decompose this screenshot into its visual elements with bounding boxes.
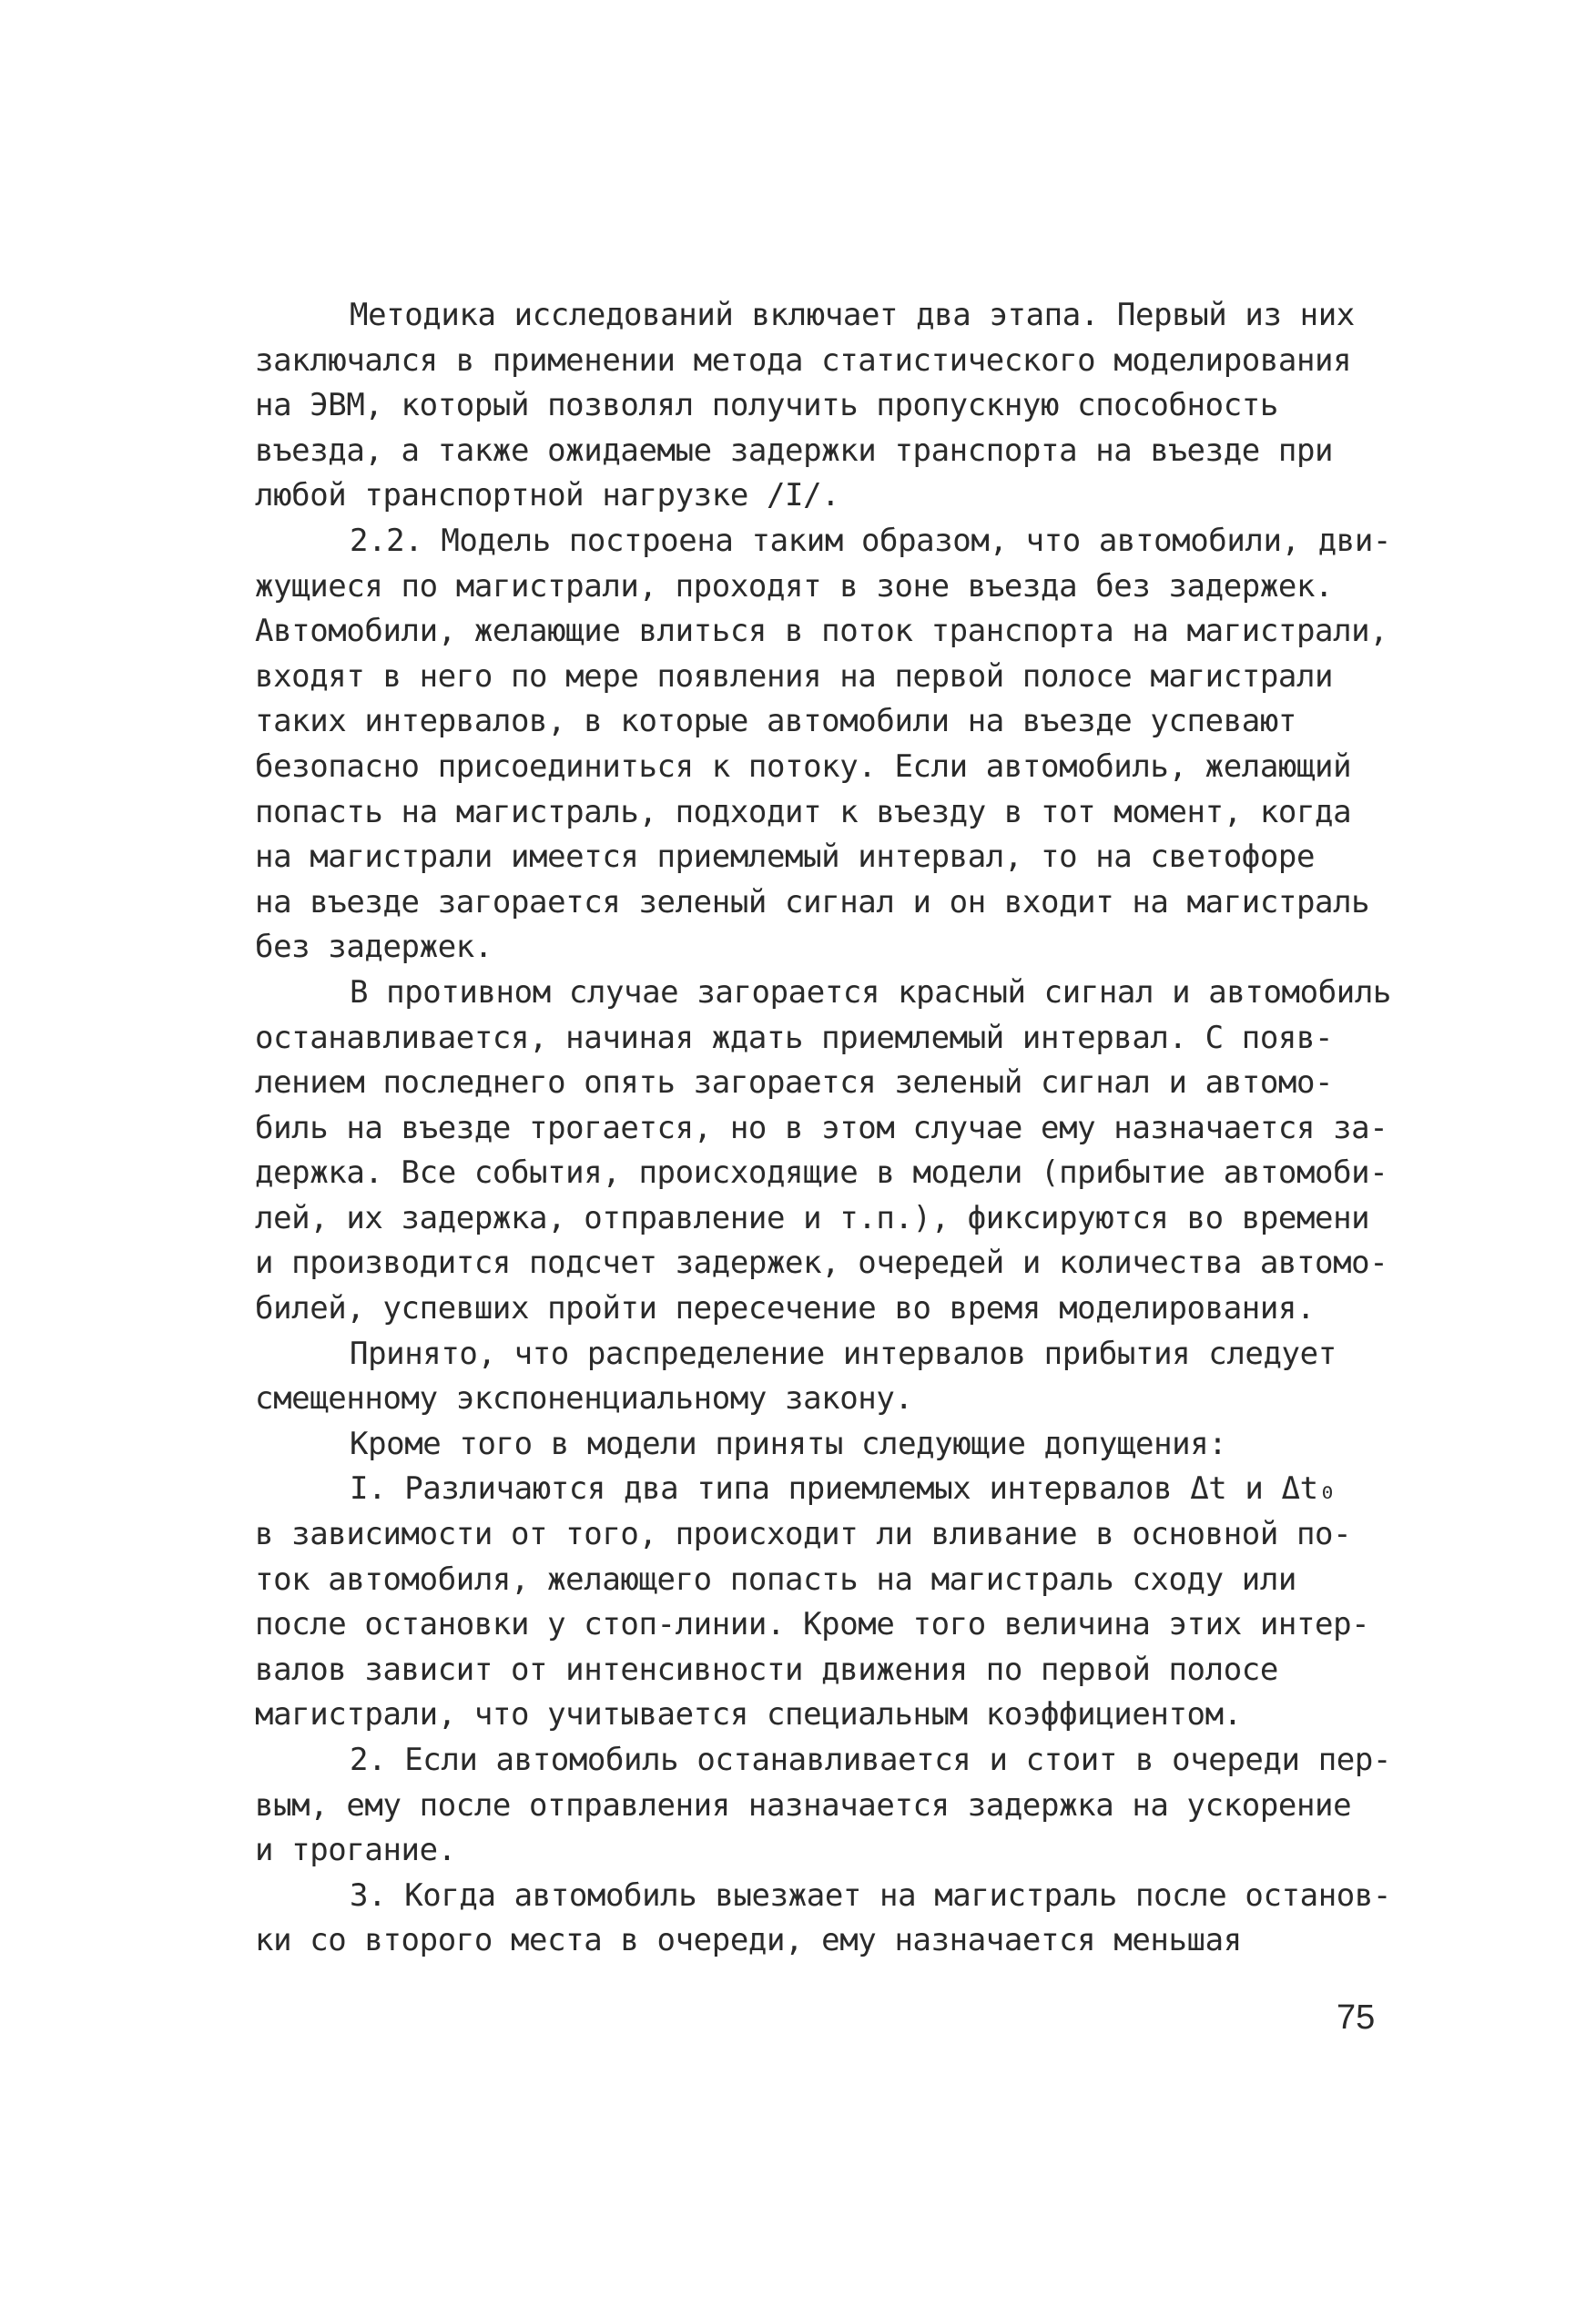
text-line: в зависимости от того, происходит ли вливание в основной по- bbox=[255, 1516, 1352, 1553]
text-line: лением последнего опять загорается зеленый сигнал и автомо- bbox=[255, 1064, 1334, 1102]
text-line: лей, их задержка, отправление и т.п.), фиксируются во времени bbox=[255, 1199, 1370, 1236]
text-line: 2. Если автомобиль останавливается и стоит в очереди пер- bbox=[350, 1742, 1391, 1778]
text-line: магистрали, что учитывается специальным коэффициентом. bbox=[255, 1696, 1242, 1734]
text-line: 3. Когда автомобиль выезжает на магистраль после останов- bbox=[350, 1876, 1391, 1914]
text-line: смещенному экспоненциальному закону. bbox=[255, 1380, 913, 1418]
text-line: попасть на магистраль, подходит к въезду в тот момент, когда bbox=[255, 793, 1352, 830]
paragraph-6 bbox=[255, 1467, 1420, 1738]
text-line: таких интервалов, в которые автомобили на въезде успевают bbox=[255, 703, 1296, 740]
text-line: и трогание. bbox=[255, 1832, 456, 1869]
text-line: Методика исследований включает два этапа. Первый из них bbox=[350, 297, 1355, 333]
text-line: без задержек. bbox=[255, 929, 493, 966]
text-line: на въезде загорается зеленый сигнал и он входит на магистраль bbox=[255, 883, 1370, 920]
paragraph-4 bbox=[255, 1332, 1420, 1422]
paragraph-3 bbox=[255, 971, 1420, 1332]
text-line: 2.2. Модель построена таким образом, что автомобили, дви- bbox=[350, 522, 1391, 559]
text-line: входят в него по мере появления на первой полосе магистрали bbox=[255, 657, 1334, 695]
text-line: билей, успевших пройти пересечение во время моделирования. bbox=[255, 1290, 1316, 1327]
text-line: безопасно присоединиться к потоку. Если автомобиль, желающий bbox=[255, 747, 1352, 785]
text-line: валов зависит от интенсивности движения по первой полосе bbox=[255, 1651, 1278, 1688]
text-line: Принято, что распределение интервалов прибытия следует bbox=[350, 1335, 1337, 1372]
text-line: любой транспортной нагрузке /I/. bbox=[255, 477, 840, 514]
paragraph-7 bbox=[255, 1738, 1420, 1874]
paragraph-8 bbox=[255, 1874, 1420, 1964]
text-line: I. Различаются два типа приемлемых интервалов Δt и Δt₀ bbox=[350, 1470, 1337, 1508]
text-line: и производится подсчет задержек, очередей и количества автомо- bbox=[255, 1245, 1388, 1282]
text-line: заключался в применении метода статистического моделирования bbox=[255, 341, 1352, 379]
text-line: ки со второго места в очереди, ему назначается меньшая bbox=[255, 1922, 1242, 1959]
text-line: Кроме того в модели приняты следующие допущения: bbox=[350, 1425, 1227, 1462]
text-line: держка. Все события, происходящие в модели (прибытие автомоби- bbox=[255, 1154, 1388, 1192]
text-line: биль на въезде трогается, но в этом случае ему назначается за- bbox=[255, 1109, 1388, 1146]
paragraph-1 bbox=[255, 293, 1420, 519]
text-line: жущиеся по магистрали, проходят в зоне въезда без задержек. bbox=[255, 567, 1334, 605]
text-line: на ЭВМ, который позволял получить пропускную способность bbox=[255, 387, 1278, 424]
text-line: вым, ему после отправления назначается задержка на ускорение bbox=[255, 1786, 1352, 1824]
text-line: на магистрали имеется приемлемый интервал, то на светофоре bbox=[255, 839, 1316, 876]
paragraph-5 bbox=[255, 1422, 1420, 1468]
page-number: 75 bbox=[1337, 1998, 1376, 2037]
text-line: ток автомобиля, желающего попасть на магистраль сходу или bbox=[255, 1561, 1296, 1598]
text-line: Автомобили, желающие влиться в поток транспорта на магистрали, bbox=[255, 613, 1388, 650]
text-line: В противном случае загорается красный сигнал и автомобиль bbox=[350, 973, 1391, 1011]
text-line: останавливается, начиная ждать приемлемый интервал. С появ- bbox=[255, 1019, 1334, 1056]
text-line: после остановки у стоп-линии. Кроме того величина этих интер- bbox=[255, 1606, 1370, 1643]
text-line: въезда, а также ожидаемые задержки транспорта на въезде при bbox=[255, 432, 1334, 469]
body-text bbox=[255, 293, 1420, 1964]
paragraph-2 bbox=[255, 519, 1420, 971]
